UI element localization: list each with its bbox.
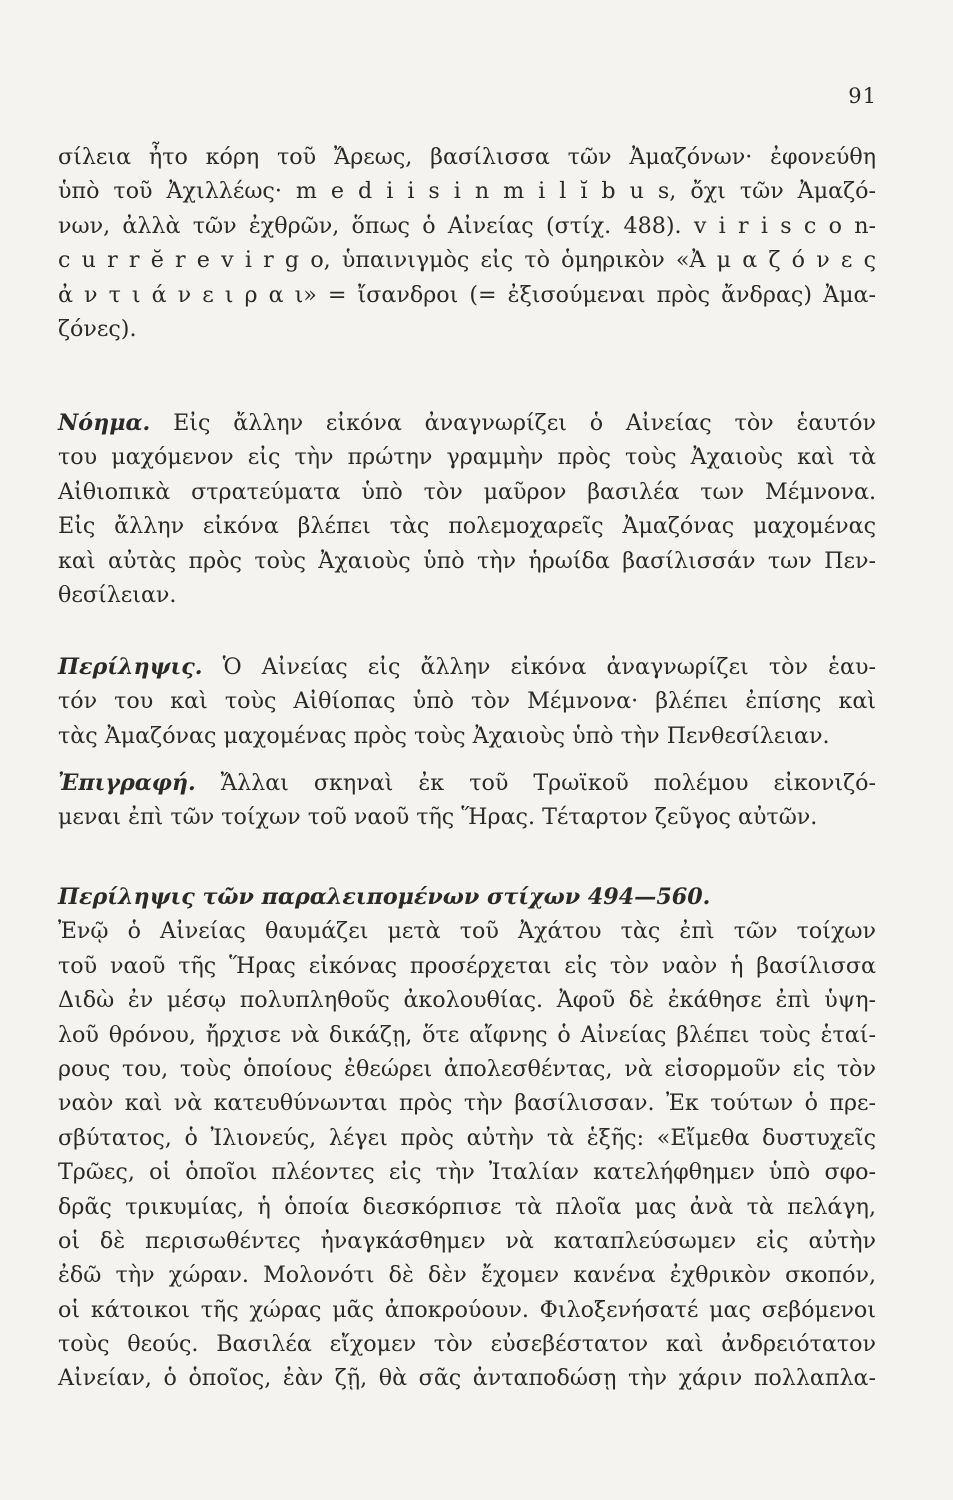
text-line: νων, ἀλλὰ τῶν ἐχθρῶν, ὅπως ὁ Αἰνείας (στίχ. 488). v i r i s c o n-: [58, 212, 876, 239]
text-line: τοῦ ναοῦ τῆς Ἥρας εἰκόνας προσέρχεται εἰς τὸν ναὸν ἡ βασίλισσα: [58, 952, 876, 979]
section-heading: Περίληψις.: [58, 654, 203, 680]
text-line: καὶ αὐτὰς πρὸς τοὺς Ἀχαιοὺς ὑπὸ τὴν ἡρωίδα βασίλισσάν των Πεν-: [58, 547, 876, 574]
paragraph-summary: [58, 650, 876, 753]
text-line: [58, 650, 876, 684]
text-line: ἀ ν τ ι ά ν ε ι ρ α ι» = ἴσανδροι (= ἐξισούμεναι πρὸς ἄνδρας) Ἀμα-: [58, 281, 876, 308]
text-line: Τρῶες, οἱ ὁποῖοι πλέοντες εἰς τὴν Ἰταλίαν κατελήφθημεν ὑπὸ σφο-: [58, 1159, 876, 1186]
text-line: ρους του, τοὺς ὁποίους ἐθεώρει ἀπολεσθέντας, νὰ εἰσορμοῦν εἰς τὸν: [58, 1055, 876, 1082]
text-line: ἐδῶ τὴν χώραν. Μολονότι δὲ δὲν ἔχομεν κανένα ἐχθρικὸν σκοπόν,: [58, 1262, 876, 1289]
text-line: οἱ δὲ περισωθέντες ἠναγκάσθημεν νὰ καταπλεύσωμεν εἰς αὐτὴν: [58, 1227, 876, 1254]
text-line: σίλεια ἦτο κόρη τοῦ Ἄρεως, βασίλισσα τῶν Ἀμαζόνων· ἐφονεύθη: [58, 144, 876, 170]
page-number: 91: [848, 84, 877, 108]
text-line: Εἰς ἄλλην εἰκόνα βλέπει τὰς πολεμοχαρεῖς Ἀμαζόνας μαχομένας: [58, 513, 876, 540]
text-line: δρᾶς τρικυμίας, ἡ ὁποία διεσκόρπισε τὰ πλοῖα μας ἀνὰ τὰ πελάγη,: [58, 1193, 876, 1220]
text-line: [58, 406, 876, 440]
text-line: ναὸν καὶ νὰ κατευθύνωνται πρὸς τὴν βασίλισσαν. Ἐκ τούτων ὁ πρε-: [58, 1090, 876, 1117]
text-line: θεσίλειαν.: [58, 581, 177, 608]
text-line: [58, 766, 876, 800]
section-heading: Περίληψις τῶν παραλειπομένων στίχων 494—560.: [58, 884, 711, 910]
text-line: Αἰνείαν, ὁ ὁποῖος, ἐὰν ζῇ, θὰ σᾶς ἀνταποδώσῃ τὴν χάριν πολλαπλα-: [58, 1365, 876, 1392]
text-line: σβύτατος, ὁ Ἰλιονεύς, λέγει πρὸς αὐτὴν τὰ ἑξῆς: «Εἴμεθα δυστυχεῖς: [58, 1124, 876, 1151]
paragraph-commentary: [58, 140, 876, 346]
text-line: τοὺς θεούς. Βασιλέα εἴχομεν τὸν εὐσεβέστατον καὶ ἀνδρειότατον: [58, 1331, 876, 1358]
section-heading: Ἐπιγραφή.: [58, 770, 196, 796]
paragraph-omitted-summary: [58, 880, 876, 1396]
text-line: του μαχόμενον εἰς τὴν πρώτην γραμμὴν πρὸς τοὺς Ἀχαιοὺς καὶ τὰ: [58, 444, 876, 471]
text-line: Ἐνῷ ὁ Αἰνείας θαυμάζει μετὰ τοῦ Ἀχάτου τὰς ἐπὶ τῶν τοίχων: [58, 918, 876, 945]
text-line: c u r r ĕ r e v i r g o, ὑπαινιγμὸς εἰς τὸ ὁμηρικὸν «Ἀ μ α ζ ό ν ε ς: [58, 247, 876, 274]
text-line: λοῦ θρόνου, ἤρχισε νὰ δικάζῃ, ὅτε αἴφνης ὁ Αἰνείας βλέπει τοὺς ἑταί-: [58, 1021, 876, 1048]
text-line: ζόνες).: [58, 315, 137, 342]
text-span: Ἄλλαι σκηναὶ ἐκ τοῦ Τρωϊκοῦ πολέμου εἰκονιζό-: [220, 770, 876, 796]
text-line: οἱ κάτοικοι τῆς χώρας μᾶς ἀποκρούουν. Φιλοξενήσατέ μας σεβόμενοι: [58, 1296, 876, 1323]
section-heading: Νόημα.: [58, 410, 151, 436]
text-span: Εἰς ἄλλην εἰκόνα ἀναγνωρίζει ὁ Αἰνείας τὸν ἑαυτόν: [173, 410, 876, 436]
paragraph-inscription: [58, 766, 876, 835]
text-line: Διδὼ ἐν μέσῳ πολυπληθοῦς ἀκολουθίας. Ἀφοῦ δὲ ἐκάθησε ἐπὶ ὑψη-: [58, 987, 876, 1014]
text-line: τόν του καὶ τοὺς Αἰθίοπας ὑπὸ τὸν Μέμνονα· βλέπει ἐπίσης καὶ: [58, 688, 876, 715]
text-line: ὑπὸ τοῦ Ἀχιλλέως· m e d i i s i n m i l ĭ b u s, ὄχι τῶν Ἀμαζό-: [58, 178, 876, 205]
text-span: Ὁ Αἰνείας εἰς ἄλλην εἰκόνα ἀναγνωρίζει τὸν ἑαυ-: [222, 654, 876, 680]
text-line: τὰς Ἀμαζόνας μαχομένας πρὸς τοὺς Ἀχαιοὺς ὑπὸ τὴν Πενθεσίλειαν.: [58, 722, 830, 749]
text-line: Αἰθιοπικὰ στρατεύματα ὑπὸ τὸν μαῦρον βασιλέα των Μέμνονα.: [58, 478, 876, 505]
paragraph-meaning: [58, 406, 876, 612]
text-line: μεναι ἐπὶ τῶν τοίχων τοῦ ναοῦ τῆς Ἥρας. Τέταρτον ζεῦγος αὐτῶν.: [58, 804, 818, 831]
